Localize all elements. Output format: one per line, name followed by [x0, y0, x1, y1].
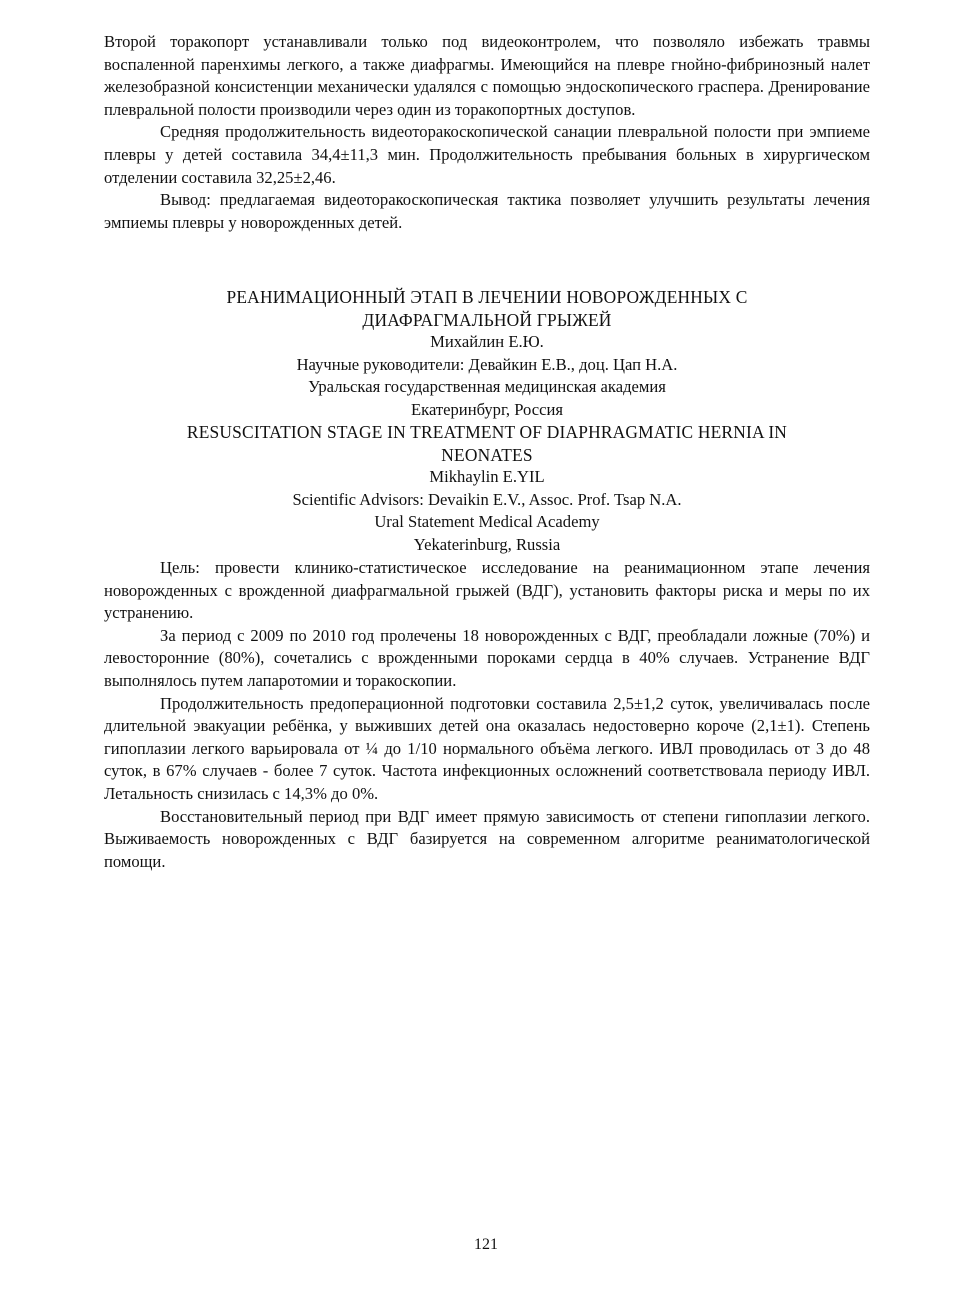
article-body: [104, 557, 870, 873]
advisors-ru: Научные руководители: Девайкин Е.В., доц. Цап Н.А.: [296, 354, 678, 374]
body-paragraph-patients: За период с 2009 по 2010 год пролечены 18 новорожденных с ВДГ, преобладали ложные (70%) и левосторонние (80%), сочетались с врожденными пороками сердца в 40% случаев. Устранение ВДГ выполнялось путем лапаротомии и торакоскопии.: [104, 625, 870, 690]
institution-ru: Уральская государственная медицинская академия: [308, 377, 666, 397]
intro-paragraph-2: Средняя продолжительность видеоторакоскопической санации плевральной полости при эмпиеме плевры у детей составила 34,4±11,3 мин. Продолжительность пребывания больных в хирургическом отделении составила 32,25±2,46.: [104, 122, 870, 187]
article-header-en: [104, 421, 870, 557]
author-en: Mikhaylin E.YIL: [429, 467, 545, 487]
author-ru: Михайлин Е.Ю.: [430, 332, 544, 352]
intro-paragraph-1: Второй торакопорт устанавливали только под видеоконтролем, что позволяло избежать травмы воспаленной паренхимы легкого, а также диафрагмы. Имеющийся на плевре гнойно-фибринозный налет железобразной консистенции механически удалялся с помощью эндоскопического граспера. Дренирование плевральной полости производили через один из торакопортных доступов.: [104, 32, 870, 119]
city-ru: Екатеринбург, Россия: [411, 399, 563, 419]
intro-section: [104, 31, 870, 234]
article-title-ru-line-1: РЕАНИМАЦИОННЫЙ ЭТАП В ЛЕЧЕНИИ НОВОРОЖДЕННЫХ С: [226, 287, 748, 307]
advisors-en: Scientific Advisors: Devaikin E.V., Assoc. Prof. Tsap N.A.: [292, 489, 682, 509]
article-title-en-line-2: NEONATES: [441, 444, 533, 465]
page-number: 121: [474, 1236, 498, 1253]
institution-en: Ural Statement Medical Academy: [374, 512, 600, 532]
article-title-ru-line-2: ДИАФРАГМАЛЬНОЙ ГРЫЖЕЙ: [362, 309, 612, 330]
article-title-en-line-1: RESUSCITATION STAGE IN TREATMENT OF DIAPHRAGMATIC HERNIA IN: [186, 422, 788, 442]
article-header-ru: [104, 286, 870, 422]
body-paragraph-conclusion: Восстановительный период при ВДГ имеет прямую зависимость от степени гипоплазии легкого. Выживаемость новорожденных с ВДГ базируется на современном алгоритме реаниматологической помощи.: [104, 806, 870, 871]
city-en: Yekaterinburg, Russia: [413, 534, 561, 554]
intro-paragraph-3: Вывод: предлагаемая видеоторакоскопическая тактика позволяет улучшить результаты лечения эмпиемы плевры у новорожденных детей.: [104, 190, 870, 232]
body-paragraph-aim: Цель: провести клинико-статистическое исследование на реанимационном этапе лечения новорожденных с врожденной диафрагмальной грыжей (ВДГ), установить факторы риска и меры по их устранению.: [104, 558, 870, 623]
body-paragraph-results: Продолжительность предоперационной подготовки составила 2,5±1,2 суток, увеличивалась после длительной эвакуации ребёнка, у выживших детей она оказалась недостоверно короче (2,1±1). Степень гипоплазии легкого варьировала от ¼ до 1/10 нормального объёма легкого. ИВЛ проводилась от 3 до 48 суток, в 67% случаев - более 7 суток. Частота инфекционных осложнений соответствовала периоду ИВЛ. Летальность снизилась с 14,3% до 0%.: [104, 693, 870, 803]
